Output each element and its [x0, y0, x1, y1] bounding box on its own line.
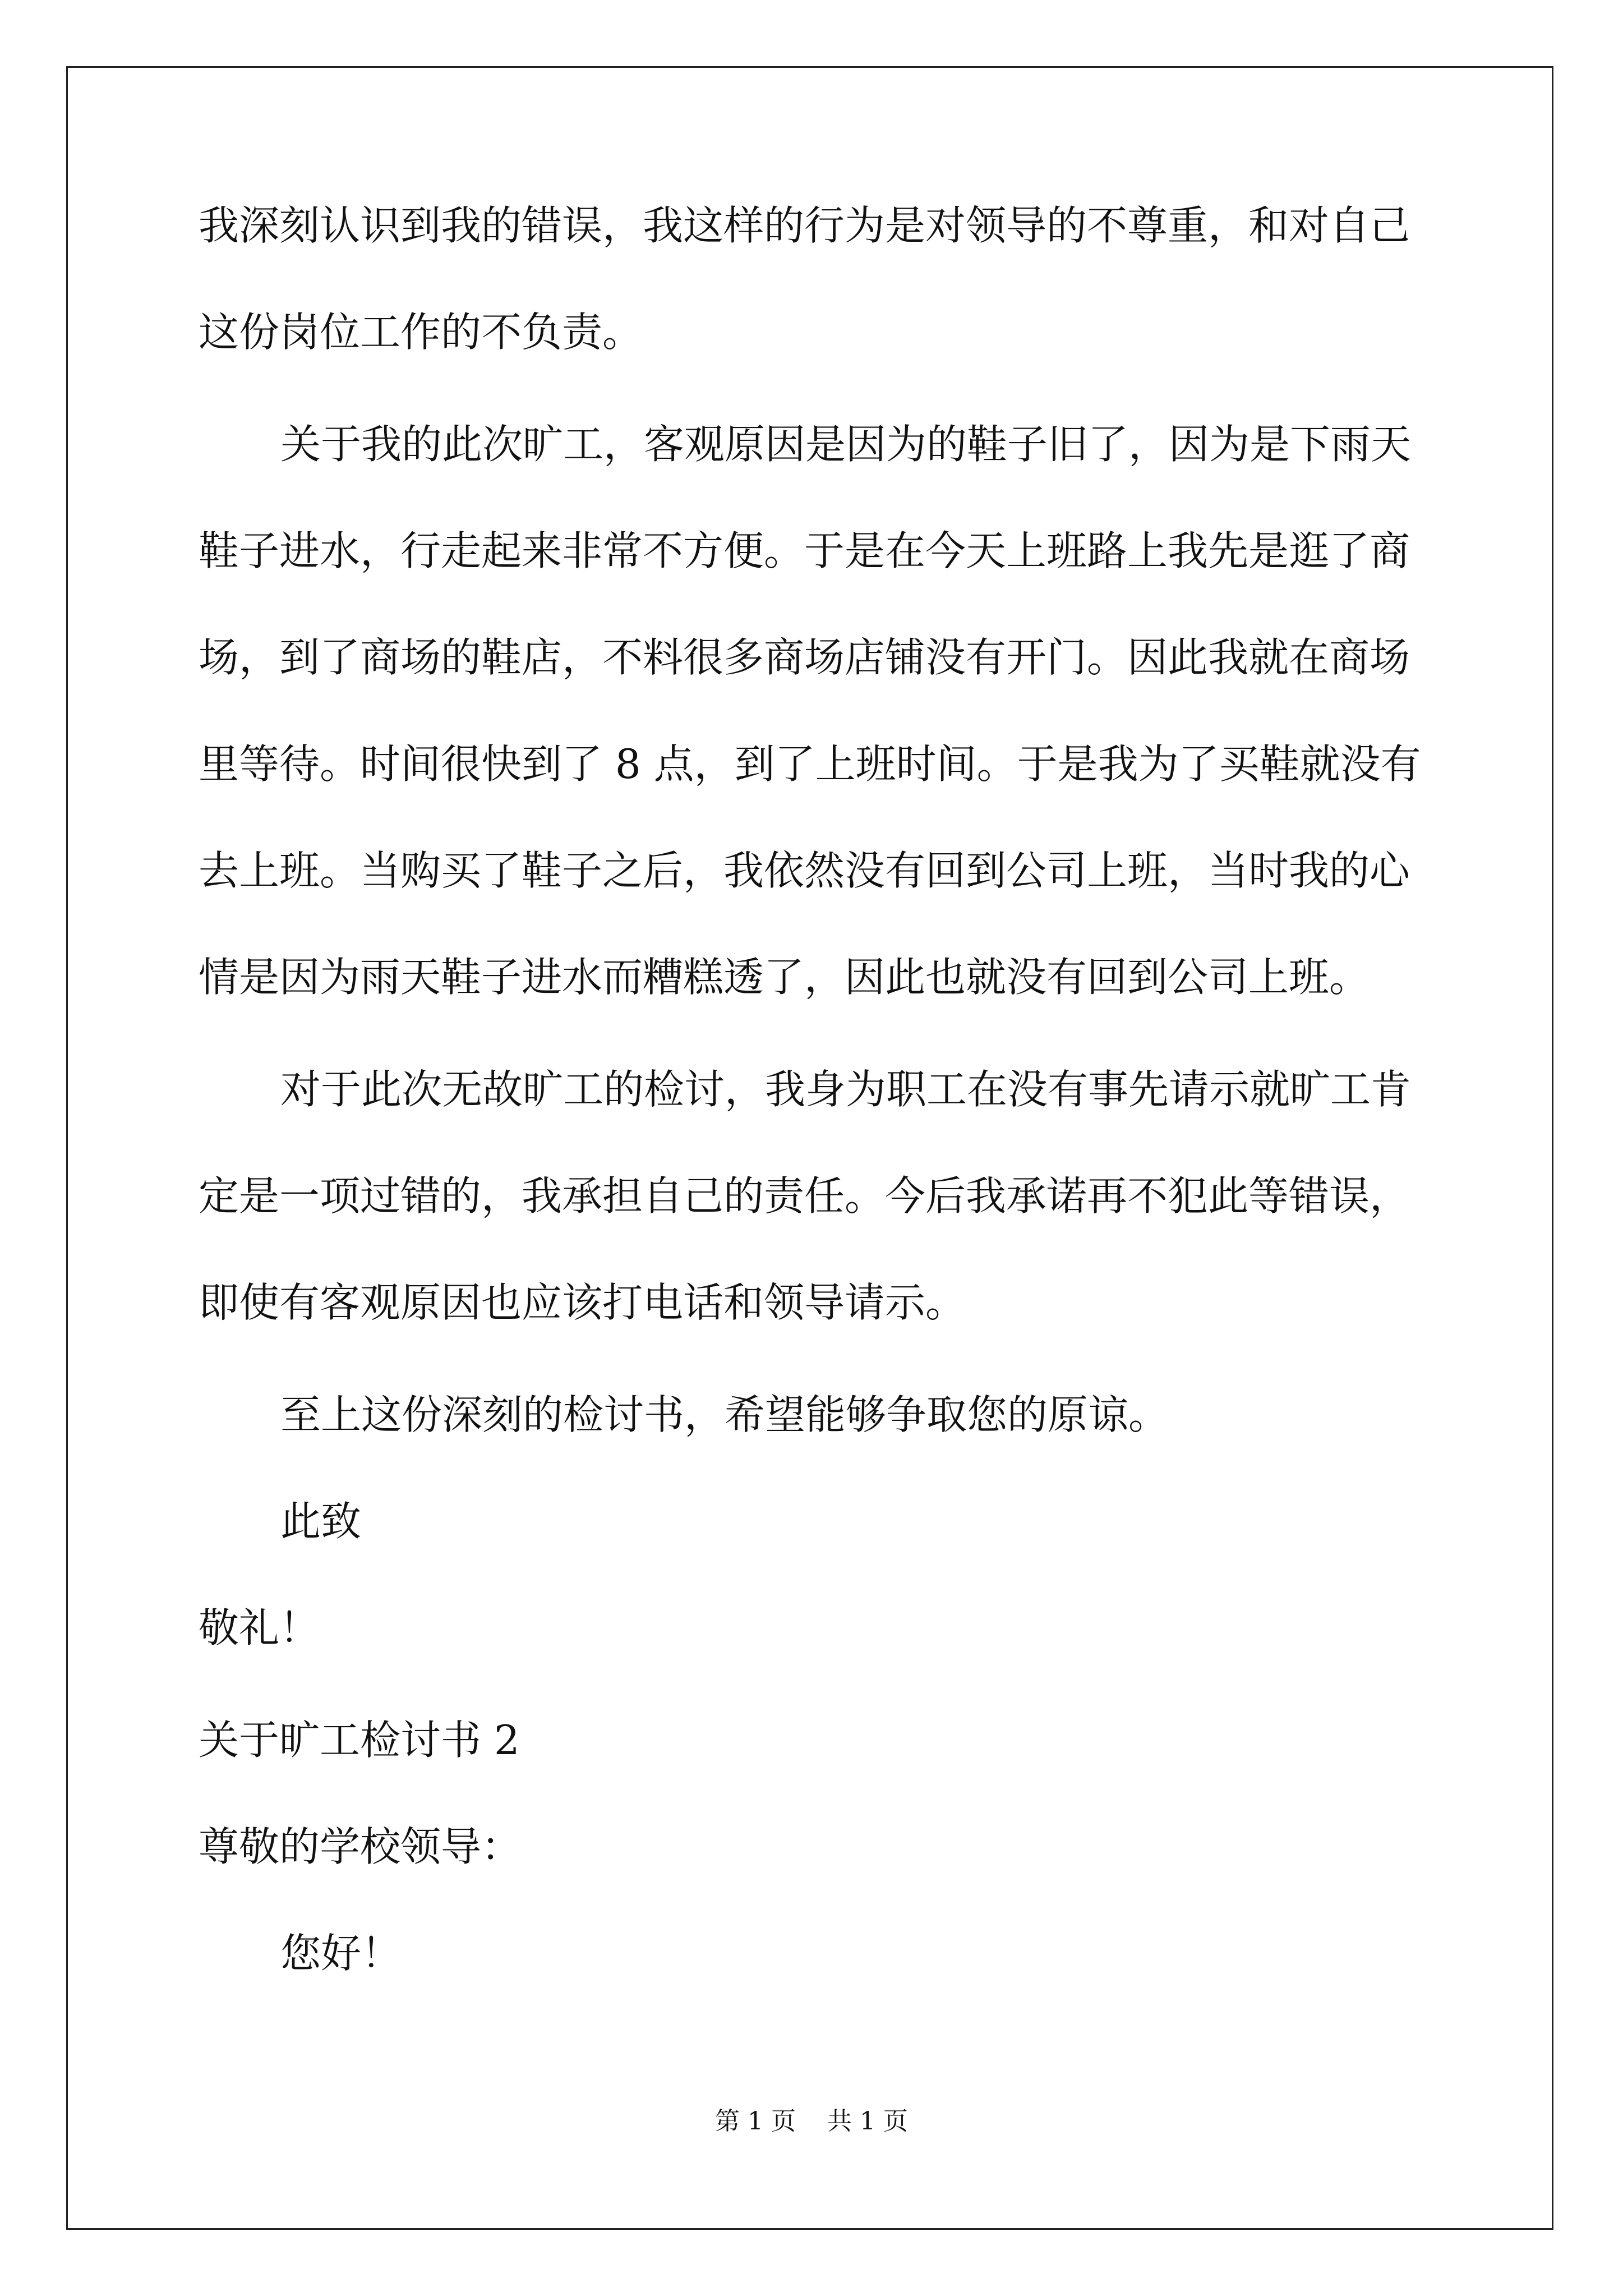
- greeting-recipient: 尊敬的学校领导：: [199, 1823, 522, 1870]
- text-line: 定是一项过错的，我承担自己的责任。今后我承诺再不犯此等错误，: [199, 1172, 1410, 1220]
- text-line: 对于此次无故旷工的检讨，我身为职工在没有事先请示就旷工肯: [280, 1066, 1412, 1113]
- text-line: 情是因为雨天鞋子进水而糟糕透了，因此也就没有回到公司上班。: [199, 954, 1370, 1001]
- text-line: 我深刻认识到我的错误，我这样的行为是对领导的不尊重，和对自己: [199, 202, 1410, 249]
- text-line: 关于我的此次旷工，客观原因是因为的鞋子旧了，因为是下雨天: [280, 421, 1412, 468]
- closing-regards: 敬礼！: [199, 1604, 320, 1651]
- text-line: 场，到了商场的鞋店，不料很多商场店铺没有开门。因此我就在商场: [199, 634, 1410, 681]
- page-frame: [66, 66, 1553, 2230]
- text-line: 即使有客观原因也应该打电话和领导请示。: [199, 1279, 966, 1326]
- text-line: 这份岗位工作的不负责。: [199, 309, 643, 356]
- text-line: 鞋子进水，行走起来非常不方便。于是在今天上班路上我先是逛了商: [199, 527, 1410, 574]
- text-line: 至上这份深刻的检讨书，希望能够争取您的原谅。: [280, 1391, 1169, 1438]
- closing-salutation: 此致: [280, 1498, 362, 1545]
- page-footer: 第 1 页 共 1 页: [715, 2107, 908, 2136]
- text-line: 去上班。当购买了鞋子之后，我依然没有回到公司上班，当时我的心: [199, 847, 1410, 894]
- section-title: 关于旷工检讨书 2: [199, 1717, 520, 1764]
- text-line: 里等待。时间很快到了 8 点，到了上班时间。于是我为了买鞋就没有: [199, 740, 1421, 788]
- greeting: 您好！: [280, 1930, 402, 1977]
